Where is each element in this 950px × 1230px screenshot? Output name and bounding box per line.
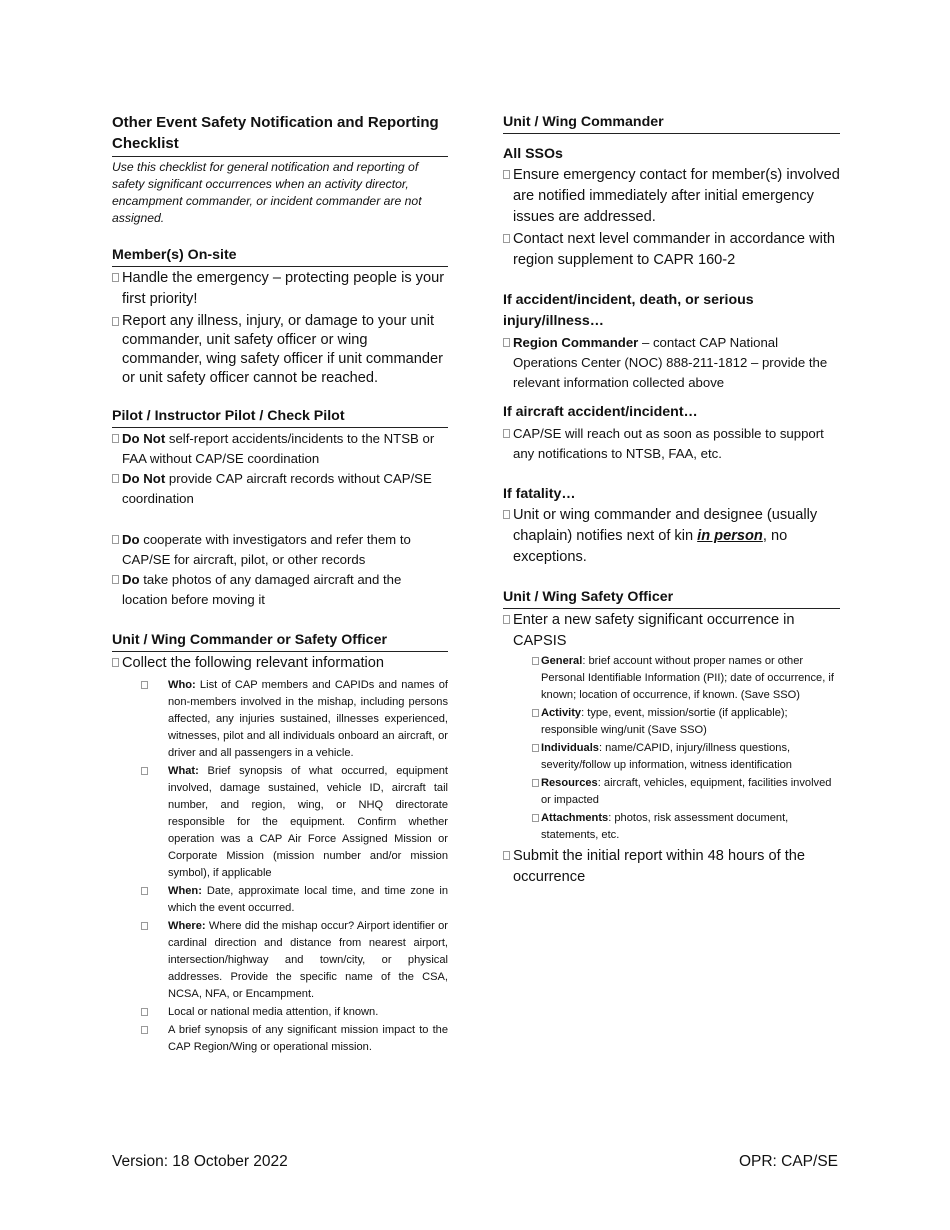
checkbox-icon[interactable]: [141, 767, 148, 775]
checklist-subitem: Attachments: photos, risk assessment document, statements, etc.: [503, 810, 840, 844]
checklist-subitem: Where: Where did the mishap occur? Airport identifier or cardinal direction and distance from nearest airport, intersection/highway and town/city, or physical addresses. Provide the specific name of the CSA, NCSA, NFA, or Encampment.: [112, 918, 448, 1003]
checkbox-icon[interactable]: [532, 709, 539, 717]
checkbox-icon[interactable]: [141, 1008, 148, 1016]
right-column: [503, 112, 840, 888]
checkbox-icon[interactable]: [141, 922, 148, 930]
subsection-title-aircraft: If aircraft accident/incident…: [503, 404, 698, 420]
footer-version: Version: 18 October 2022: [112, 1153, 288, 1170]
checkbox-icon[interactable]: [503, 234, 510, 243]
subsection-title-all-ssos: All SSOs: [503, 146, 563, 162]
section-title-commander-or-so: Unit / Wing Commander or Safety Officer: [112, 630, 448, 652]
checkbox-icon[interactable]: [141, 1026, 148, 1034]
checkbox-icon[interactable]: [141, 681, 148, 689]
checklist-item: Do take photos of any damaged aircraft and the location before moving it: [112, 570, 448, 610]
checklist-item: Enter a new safety significant occurrence in CAPSIS: [503, 610, 840, 652]
checkbox-icon[interactable]: [112, 474, 119, 483]
checklist-item: Do Not self-report accidents/incidents to the NTSB or FAA without CAP/SE coordination: [112, 429, 448, 469]
checklist-subitem: Resources: aircraft, vehicles, equipment, facilities involved or impacted: [503, 775, 840, 809]
checklist-subitem: General: brief account without proper names or other Personal Identifiable Information (PII); date of occurrence, if known; location of occurrence, if known. (Save SSO): [503, 653, 840, 704]
checklist-subitem: Local or national media attention, if known.: [112, 1004, 448, 1021]
subsection-title-accident: If accident/incident, death, or serious injury/illness…: [503, 292, 754, 329]
left-column: [112, 112, 448, 1056]
checkbox-icon[interactable]: [112, 317, 119, 326]
checkbox-icon[interactable]: [112, 273, 119, 282]
checklist-item: Report any illness, injury, or damage to your unit commander, unit safety officer or wing commander, wing safety officer if unit commander or unit safety officer cannot be reached.: [112, 312, 448, 388]
section-title-members-onsite: Member(s) On-site: [112, 245, 448, 267]
checkbox-icon[interactable]: [503, 510, 510, 519]
footer-opr: OPR: CAP/SE: [738, 1153, 838, 1170]
checkbox-icon[interactable]: [532, 657, 539, 665]
subsection-title-fatality: If fatality…: [503, 486, 576, 502]
checklist-item: Submit the initial report within 48 hours of the occurrence: [503, 846, 840, 888]
checklist-item: Ensure emergency contact for member(s) involved are notified immediately after initial emergency issues are addressed.: [503, 165, 840, 228]
section-title-pilot: Pilot / Instructor Pilot / Check Pilot: [112, 406, 448, 428]
checklist-item: Handle the emergency – protecting people is your first priority!: [112, 268, 448, 310]
checkbox-icon[interactable]: [112, 535, 119, 544]
checkbox-icon[interactable]: [532, 814, 539, 822]
checkbox-icon[interactable]: [141, 887, 148, 895]
checkbox-icon[interactable]: [112, 658, 119, 667]
checklist-subitem: Individuals: name/CAPID, injury/illness questions, severity/follow up information, witness identification: [503, 740, 840, 774]
checkbox-icon[interactable]: [503, 851, 510, 860]
checklist-item: Unit or wing commander and designee (usually chaplain) notifies next of kin in person, no exceptions.: [503, 505, 840, 568]
checklist-item: Do cooperate with investigators and refer them to CAP/SE for aircraft, pilot, or other records: [112, 530, 448, 570]
checkbox-icon[interactable]: [503, 170, 510, 179]
checklist-subitem: What: Brief synopsis of what occurred, equipment involved, damage sustained, vehicle ID, aircraft tail number, and region, wing, or NHQ directorate responsible for the equipment. Confirm whether operation was a CAP Air Force Assigned Mission or Corporate Mission (mission number and/or mission symbol), if applicable: [112, 763, 448, 882]
checkbox-icon[interactable]: [532, 779, 539, 787]
page-title: Other Event Safety Notification and Reporting Checklist: [112, 112, 448, 157]
checkbox-icon[interactable]: [503, 615, 510, 624]
checkbox-icon[interactable]: [503, 429, 510, 438]
checklist-item: Do Not provide CAP aircraft records without CAP/SE coordination: [112, 469, 448, 509]
checkbox-icon[interactable]: [532, 744, 539, 752]
checklist-subitem: When: Date, approximate local time, and time zone in which the event occurred.: [112, 883, 448, 917]
checkbox-icon[interactable]: [112, 434, 119, 443]
checklist-item: Collect the following relevant information: [112, 653, 448, 674]
intro-text: Use this checklist for general notification and reporting of safety significant occurrences when an activity director, encampment commander, or incident commander are not assigned.: [112, 160, 422, 225]
checklist-item: Region Commander – contact CAP National Operations Center (NOC) 888-211-1812 – provide the relevant information collected above: [503, 333, 840, 393]
section-title-unit-wing-so: Unit / Wing Safety Officer: [503, 587, 840, 609]
checklist-item: Contact next level commander in accordance with region supplement to CAPR 160-2: [503, 229, 840, 271]
section-title-unit-wing-commander: Unit / Wing Commander: [503, 112, 840, 134]
checkbox-icon[interactable]: [112, 575, 119, 584]
checklist-item: CAP/SE will reach out as soon as possible to support any notifications to NTSB, FAA, etc.: [503, 424, 840, 464]
checklist-subitem: A brief synopsis of any significant mission impact to the CAP Region/Wing or operational mission.: [112, 1022, 448, 1056]
checklist-subitem: Who: List of CAP members and CAPIDs and names of non-members involved in the mishap, including persons affected, any injuries sustained, illnesses experienced, witnesses, pilot and all individuals onboard an aircraft, or driver and all passengers in a vehicle.: [112, 677, 448, 762]
checklist-subitem: Activity: type, event, mission/sortie (if applicable); responsible wing/unit (Save SSO): [503, 705, 840, 739]
checkbox-icon[interactable]: [503, 338, 510, 347]
